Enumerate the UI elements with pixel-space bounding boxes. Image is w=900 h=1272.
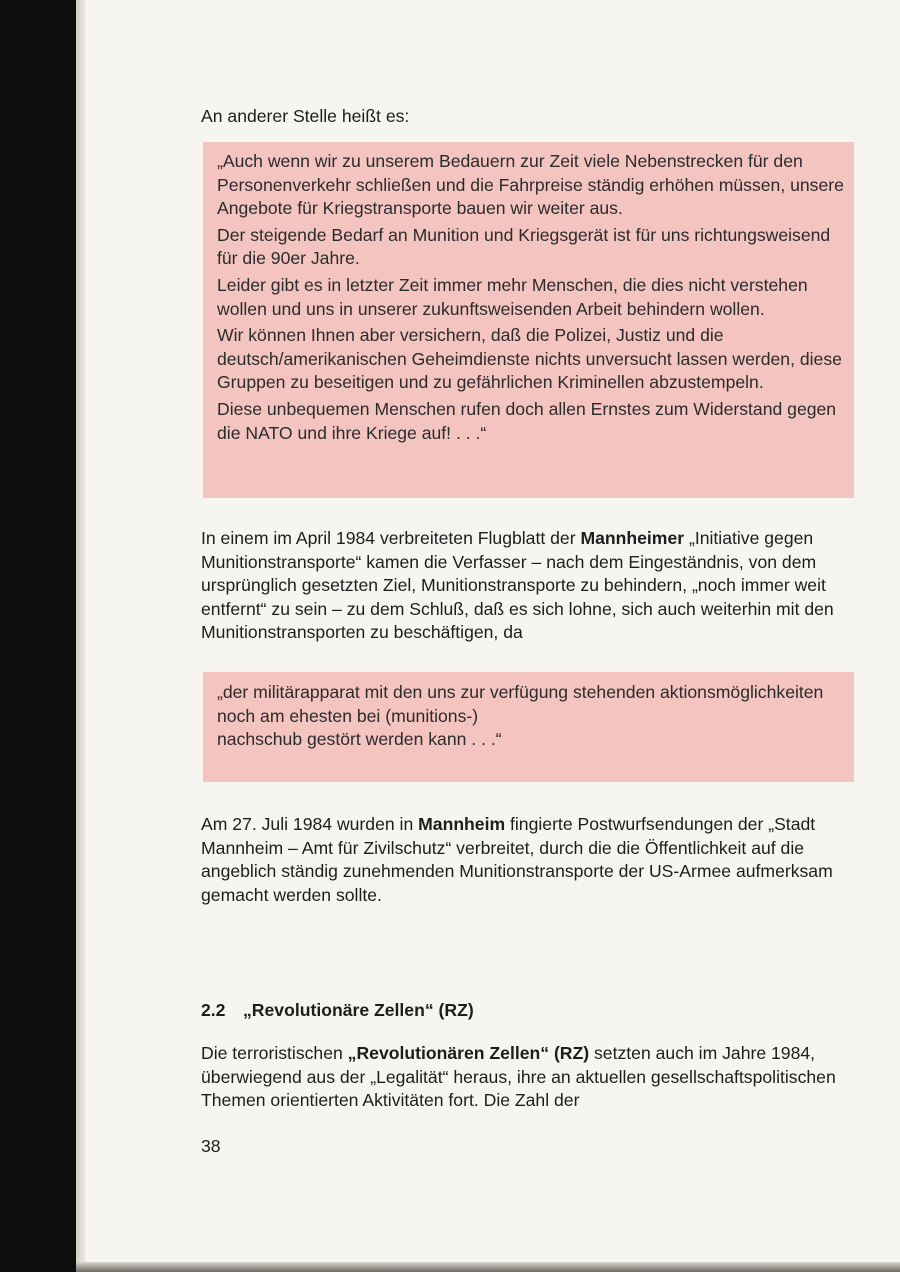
para2-bold-mannheim: Mannheim xyxy=(418,814,506,834)
quote1-paragraph-3: Leider gibt es in letzter Zeit immer mehr Menschen, die dies nicht verstehen wollen und uns in unserer zukunftsweisenden Arbeit behindern wollen. xyxy=(217,274,808,319)
intro-line: An anderer Stelle heißt es: xyxy=(201,106,410,126)
highlighted-quote-2 xyxy=(203,672,854,782)
section-title: „Revolutionäre Zellen“ (RZ) xyxy=(243,1000,474,1020)
para3-bold-rz: „Revolutionären Zellen“ (RZ) xyxy=(347,1043,590,1063)
body-paragraph-flugblatt xyxy=(201,527,856,645)
highlighted-quote-1 xyxy=(203,142,854,498)
body-paragraph-postwurfsendungen xyxy=(201,813,856,907)
body-paragraph-rz xyxy=(201,1042,856,1113)
para2-text-1: Am 27. Juli 1984 wurden in xyxy=(201,814,419,834)
para3-text-1: Die terroristischen xyxy=(201,1043,348,1063)
quote1-paragraph-5: Diese unbequemen Menschen rufen doch allen Ernstes zum Widerstand gegen die NATO und ihre Kriege auf! . . .“ xyxy=(217,398,837,443)
para1-bold-mannheimer: Mannheimer xyxy=(580,528,685,548)
book-binding-shadow xyxy=(0,0,76,1272)
quote2-line-2: noch am ehesten bei (munitions-) xyxy=(217,705,479,726)
section-heading xyxy=(201,1000,474,1021)
section-number: 2.2 xyxy=(201,1000,226,1020)
page-gutter xyxy=(76,0,86,1272)
page-bottom-edge xyxy=(76,1262,900,1272)
para2-text-2: fingierte Postwurfsendungen der „Stadt Mannheim – Amt für Zivilschutz“ verbreitet, durch die die Öffentlichkeit auf die angeblich ständig zunehmenden Munitionstransporte der US-Armee aufmerksam gemacht werden sollte. xyxy=(201,814,833,905)
quote1-paragraph-1: „Auch wenn wir zu unserem Bedauern zur Zeit viele Nebenstrecken für den Personenverkehr schließen und die Fahrpreise ständig erhöhen müssen, unsere Angebote für Kriegstransporte bauen wir weiter aus. xyxy=(217,151,844,219)
quote2-line-3: nachschub gestört werden kann . . .“ xyxy=(217,729,502,750)
quote1-paragraph-4: Wir können Ihnen aber versichern, daß die Polizei, Justiz und die deutsch/amerikanischen Geheimdienste nichts unversucht lassen werden, diese Gruppen zu beseitigen und zu gefährlichen Kriminellen abzustempeln. xyxy=(217,325,842,393)
quote2-line-1: „der militärapparat mit den uns zur verfügung stehenden aktionsmöglichkeiten xyxy=(217,682,824,702)
para1-text-1: In einem im April 1984 verbreiteten Flugblatt der xyxy=(201,528,581,548)
para3-text-2: setzten auch im Jahre 1984, überwiegend aus der „Legalität“ heraus, ihre an aktuellen gesellschaftspolitischen Themen orientierten Aktivitäten fort. Die Zahl der xyxy=(201,1043,836,1111)
page-number: 38 xyxy=(201,1136,221,1156)
quote1-paragraph-2: Der steigende Bedarf an Munition und Kriegsgerät ist für uns richtungsweisend für die 90er Jahre. xyxy=(217,224,831,269)
para1-text-2: „Initiative gegen Munitionstransporte“ kamen die Verfasser – nach dem Eingeständnis, von dem ursprünglich gesetzten Ziel, Munitionstransporte zu behindern, „noch immer weit entfernt“ zu sein – zu dem Schluß, daß es sich lohne, sich auch weiterhin mit den Munitionstransporten zu beschäftigen, da xyxy=(201,528,834,643)
